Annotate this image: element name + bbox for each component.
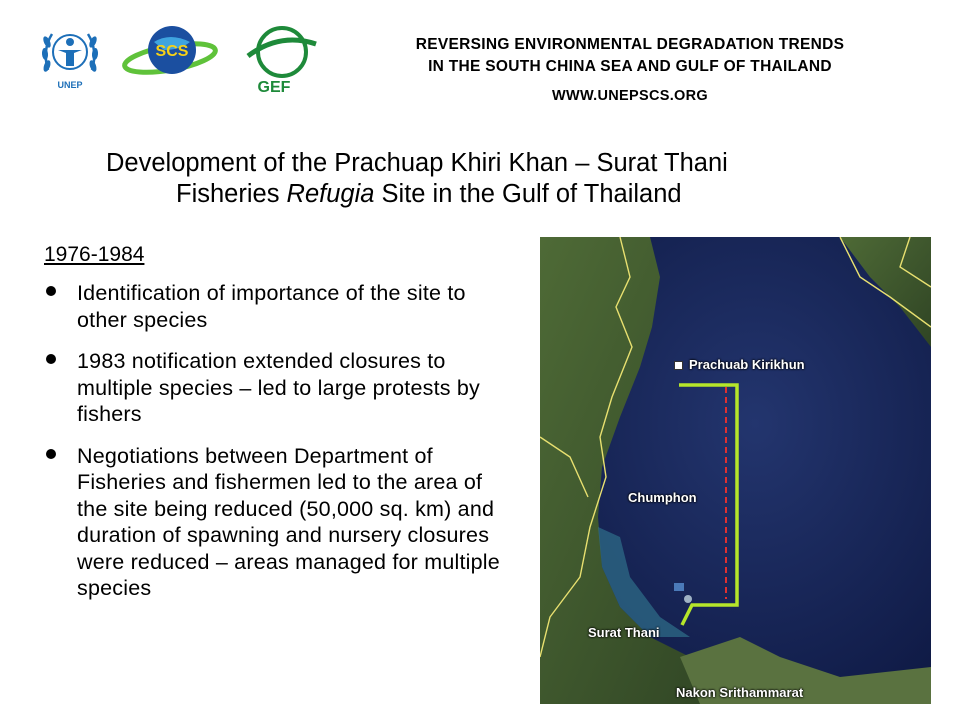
scs-logo xyxy=(120,20,220,86)
bullet-icon xyxy=(46,286,56,296)
header-line-1: REVERSING ENVIRONMENTAL DEGRADATION TRENDS xyxy=(415,36,845,53)
label-surat: Surat Thani xyxy=(588,625,660,640)
slide-title xyxy=(100,148,860,210)
header-line-2: IN THE SOUTH CHINA SEA AND GULF OF THAILAND xyxy=(428,58,832,75)
bullet-text: 1983 notification extended closures to multiple species – led to large protests by fishers xyxy=(77,349,480,426)
header-url: WWW.UNEPSCS.ORG xyxy=(552,88,708,104)
bullet-icon xyxy=(46,354,56,364)
bullet-item xyxy=(40,348,500,428)
bullet-text: Identification of importance of the site to other species xyxy=(77,281,466,332)
bullet-text: Negotiations between Department of Fisheries and fishermen led to the area of the site being reduced (50,000 sq. km) and duration of spawning and nursery closures were reduced – areas managed for multiple species xyxy=(77,443,500,600)
label-nakon: Nakon Srithammarat xyxy=(676,685,804,700)
gef-logo-text: GEF xyxy=(257,79,291,96)
island xyxy=(674,583,684,591)
scs-logo-text: SCS xyxy=(155,43,189,60)
title-line-1: Development of the Prachuap Khiri Khan – Surat Thani xyxy=(106,149,728,177)
unep-logo xyxy=(38,22,102,96)
pin-prachuab xyxy=(674,361,683,370)
bullet-list xyxy=(40,280,500,617)
period-heading: 1976-1984 xyxy=(44,243,145,266)
satellite-map xyxy=(540,237,931,704)
bullet-icon xyxy=(46,449,56,459)
gef-logo xyxy=(240,18,320,96)
title-line-2-post: Site in the Gulf of Thailand xyxy=(374,180,682,208)
title-line-2-pre: Fisheries xyxy=(176,180,287,208)
island xyxy=(684,595,692,603)
label-prachuab: Prachuab Kirikhun xyxy=(689,357,805,372)
title-refugia: Refugia xyxy=(286,180,375,208)
unep-logo-text: UNEP xyxy=(57,80,83,90)
bullet-item xyxy=(40,443,500,602)
bullet-item xyxy=(40,280,500,333)
title-line-2 xyxy=(100,179,860,210)
label-chumphon: Chumphon xyxy=(628,490,697,505)
